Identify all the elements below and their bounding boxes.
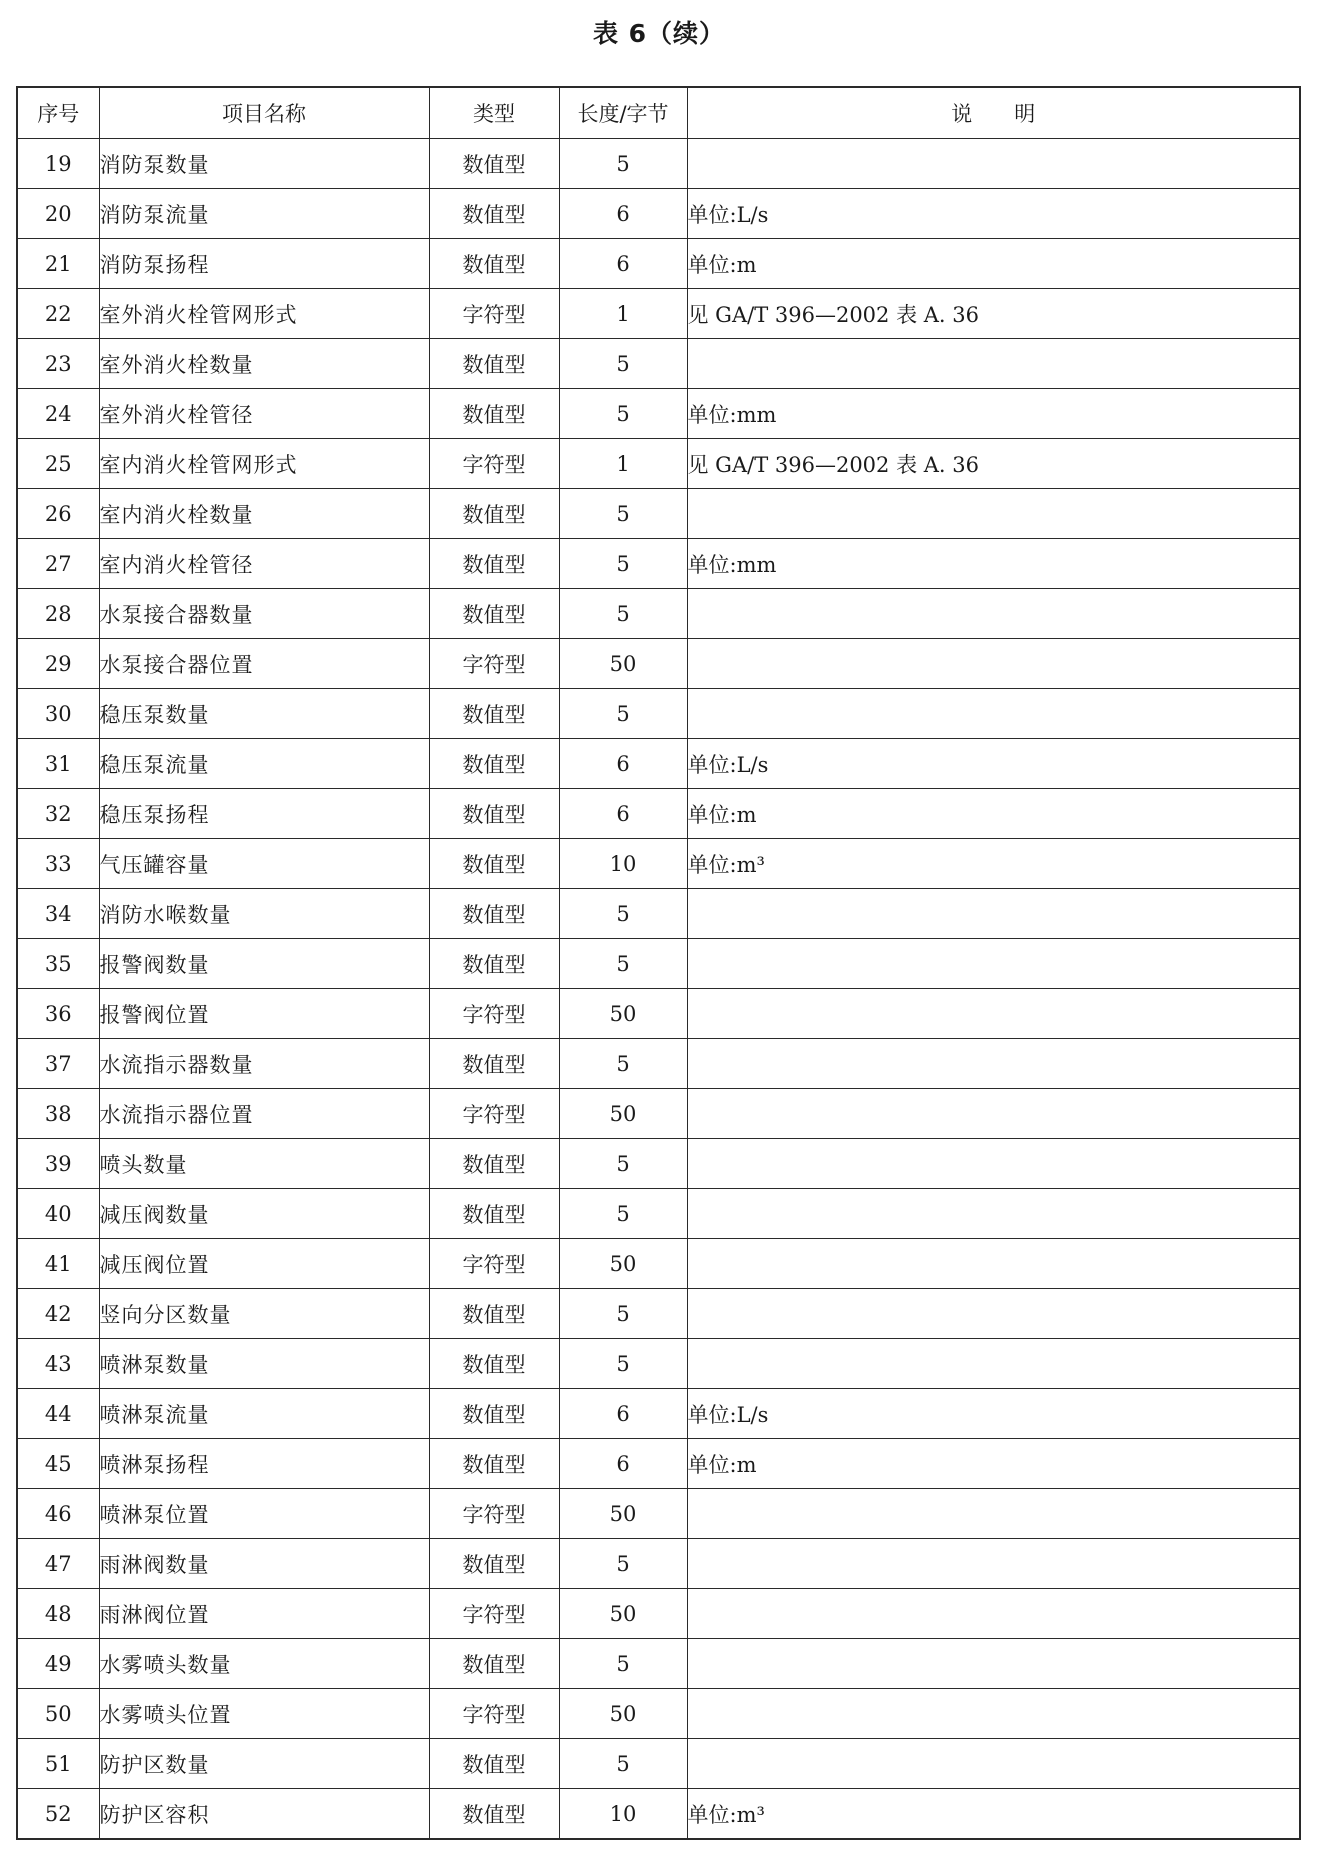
header-no: 序号 (17, 87, 99, 139)
length-cell: 6 (559, 789, 687, 839)
data-type-cell: 数值型 (429, 1189, 559, 1239)
row-number-cell: 42 (17, 1289, 99, 1339)
data-type-cell: 数值型 (429, 389, 559, 439)
length-cell: 5 (559, 589, 687, 639)
note-cell (687, 939, 1300, 989)
header-name: 项目名称 (99, 87, 429, 139)
note-cell: 单位:m³ (687, 839, 1300, 889)
note-cell (687, 1689, 1300, 1739)
note-cell: 见 GA/T 396—2002 表 A. 36 (687, 439, 1300, 489)
data-type-cell: 字符型 (429, 989, 559, 1039)
length-cell: 50 (559, 1089, 687, 1139)
table-row (17, 1589, 1300, 1639)
item-name-cell: 室外消火栓管网形式 (99, 289, 429, 339)
note-cell (687, 1339, 1300, 1389)
data-type-cell: 数值型 (429, 789, 559, 839)
data-type-cell: 数值型 (429, 489, 559, 539)
length-cell: 5 (559, 889, 687, 939)
row-number-cell: 25 (17, 439, 99, 489)
table-row (17, 1339, 1300, 1389)
item-name-cell: 减压阀位置 (99, 1239, 429, 1289)
note-cell (687, 1039, 1300, 1089)
table-row (17, 1139, 1300, 1189)
note-cell (687, 139, 1300, 189)
item-name-cell: 水雾喷头数量 (99, 1639, 429, 1689)
length-cell: 5 (559, 539, 687, 589)
note-cell: 单位:m (687, 789, 1300, 839)
row-number-cell: 32 (17, 789, 99, 839)
note-cell (687, 1289, 1300, 1339)
length-cell: 5 (559, 489, 687, 539)
note-cell (687, 489, 1300, 539)
length-cell: 50 (559, 989, 687, 1039)
item-name-cell: 报警阀数量 (99, 939, 429, 989)
data-type-cell: 数值型 (429, 1289, 559, 1339)
row-number-cell: 46 (17, 1489, 99, 1539)
item-name-cell: 消防泵数量 (99, 139, 429, 189)
item-name-cell: 喷淋泵位置 (99, 1489, 429, 1539)
data-type-cell: 数值型 (429, 189, 559, 239)
item-name-cell: 喷淋泵数量 (99, 1339, 429, 1389)
note-cell (687, 1589, 1300, 1639)
item-name-cell: 稳压泵流量 (99, 739, 429, 789)
table-row (17, 989, 1300, 1039)
data-type-cell: 字符型 (429, 1089, 559, 1139)
length-cell: 6 (559, 739, 687, 789)
item-name-cell: 防护区数量 (99, 1739, 429, 1789)
length-cell: 50 (559, 1689, 687, 1739)
item-name-cell: 水泵接合器位置 (99, 639, 429, 689)
data-type-cell: 数值型 (429, 939, 559, 989)
row-number-cell: 23 (17, 339, 99, 389)
note-cell (687, 1139, 1300, 1189)
table-row (17, 439, 1300, 489)
row-number-cell: 52 (17, 1789, 99, 1840)
length-cell: 10 (559, 1789, 687, 1840)
row-number-cell: 33 (17, 839, 99, 889)
row-number-cell: 35 (17, 939, 99, 989)
data-type-cell: 字符型 (429, 289, 559, 339)
row-number-cell: 34 (17, 889, 99, 939)
length-cell: 6 (559, 1389, 687, 1439)
table-row (17, 639, 1300, 689)
length-cell: 5 (559, 139, 687, 189)
length-cell: 1 (559, 289, 687, 339)
table-row (17, 789, 1300, 839)
length-cell: 50 (559, 1589, 687, 1639)
length-cell: 6 (559, 189, 687, 239)
item-name-cell: 室内消火栓管网形式 (99, 439, 429, 489)
table-row (17, 389, 1300, 439)
data-type-cell: 字符型 (429, 1239, 559, 1289)
data-type-cell: 数值型 (429, 1039, 559, 1089)
row-number-cell: 48 (17, 1589, 99, 1639)
note-cell (687, 589, 1300, 639)
note-cell (687, 1239, 1300, 1289)
length-cell: 5 (559, 1189, 687, 1239)
row-number-cell: 19 (17, 139, 99, 189)
note-cell: 单位:m (687, 1439, 1300, 1489)
item-name-cell: 气压罐容量 (99, 839, 429, 889)
data-type-cell: 数值型 (429, 1389, 559, 1439)
row-number-cell: 41 (17, 1239, 99, 1289)
table-row (17, 1489, 1300, 1539)
item-name-cell: 水流指示器数量 (99, 1039, 429, 1089)
row-number-cell: 50 (17, 1689, 99, 1739)
length-cell: 6 (559, 1439, 687, 1489)
table-row (17, 189, 1300, 239)
row-number-cell: 21 (17, 239, 99, 289)
data-type-cell: 数值型 (429, 739, 559, 789)
note-cell (687, 1539, 1300, 1589)
data-type-cell: 数值型 (429, 1539, 559, 1589)
table-row (17, 339, 1300, 389)
data-type-cell: 数值型 (429, 589, 559, 639)
table-row (17, 1789, 1300, 1840)
table-body (17, 139, 1300, 1840)
note-cell: 单位:L/s (687, 189, 1300, 239)
note-cell (687, 689, 1300, 739)
note-cell: 单位:L/s (687, 739, 1300, 789)
item-name-cell: 水雾喷头位置 (99, 1689, 429, 1739)
item-name-cell: 消防水喉数量 (99, 889, 429, 939)
length-cell: 1 (559, 439, 687, 489)
row-number-cell: 36 (17, 989, 99, 1039)
note-cell: 单位:mm (687, 389, 1300, 439)
note-cell (687, 1739, 1300, 1789)
row-number-cell: 39 (17, 1139, 99, 1189)
table-row (17, 239, 1300, 289)
note-cell (687, 1489, 1300, 1539)
length-cell: 5 (559, 389, 687, 439)
length-cell: 5 (559, 1289, 687, 1339)
length-cell: 5 (559, 1039, 687, 1089)
row-number-cell: 45 (17, 1439, 99, 1489)
table-row (17, 289, 1300, 339)
item-name-cell: 雨淋阀位置 (99, 1589, 429, 1639)
row-number-cell: 51 (17, 1739, 99, 1789)
table-row (17, 689, 1300, 739)
item-name-cell: 稳压泵扬程 (99, 789, 429, 839)
page-title: 表 6（续） (592, 19, 726, 48)
row-number-cell: 22 (17, 289, 99, 339)
data-type-cell: 数值型 (429, 239, 559, 289)
data-type-cell: 数值型 (429, 1639, 559, 1689)
table-row (17, 739, 1300, 789)
data-type-cell: 数值型 (429, 539, 559, 589)
table-row (17, 1039, 1300, 1089)
note-cell: 单位:m (687, 239, 1300, 289)
data-type-cell: 字符型 (429, 1589, 559, 1639)
data-type-cell: 数值型 (429, 1339, 559, 1389)
row-number-cell: 37 (17, 1039, 99, 1089)
item-name-cell: 稳压泵数量 (99, 689, 429, 739)
note-cell: 单位:mm (687, 539, 1300, 589)
note-cell (687, 889, 1300, 939)
table-row (17, 1739, 1300, 1789)
table-header-row (17, 87, 1300, 139)
item-name-cell: 喷淋泵扬程 (99, 1439, 429, 1489)
row-number-cell: 49 (17, 1639, 99, 1689)
item-name-cell: 室内消火栓数量 (99, 489, 429, 539)
item-name-cell: 水流指示器位置 (99, 1089, 429, 1139)
table-row (17, 1239, 1300, 1289)
item-name-cell: 室内消火栓管径 (99, 539, 429, 589)
data-type-cell: 数值型 (429, 139, 559, 189)
note-cell: 见 GA/T 396—2002 表 A. 36 (687, 289, 1300, 339)
item-name-cell: 水泵接合器数量 (99, 589, 429, 639)
length-cell: 10 (559, 839, 687, 889)
data-type-cell: 字符型 (429, 639, 559, 689)
table-row (17, 139, 1300, 189)
row-number-cell: 31 (17, 739, 99, 789)
length-cell: 50 (559, 1239, 687, 1289)
data-type-cell: 数值型 (429, 1739, 559, 1789)
data-type-cell: 字符型 (429, 1489, 559, 1539)
length-cell: 5 (559, 1339, 687, 1389)
item-name-cell: 报警阀位置 (99, 989, 429, 1039)
row-number-cell: 47 (17, 1539, 99, 1589)
item-name-cell: 室外消火栓管径 (99, 389, 429, 439)
item-name-cell: 喷淋泵流量 (99, 1389, 429, 1439)
table-row (17, 1289, 1300, 1339)
length-cell: 5 (559, 689, 687, 739)
length-cell: 5 (559, 939, 687, 989)
table-row (17, 589, 1300, 639)
row-number-cell: 43 (17, 1339, 99, 1389)
table-row (17, 1189, 1300, 1239)
header-type: 类型 (429, 87, 559, 139)
row-number-cell: 27 (17, 539, 99, 589)
data-type-cell: 数值型 (429, 689, 559, 739)
table-row (17, 1089, 1300, 1139)
length-cell: 5 (559, 1639, 687, 1689)
note-cell (687, 639, 1300, 689)
item-name-cell: 消防泵扬程 (99, 239, 429, 289)
table-row (17, 839, 1300, 889)
data-type-cell: 字符型 (429, 1689, 559, 1739)
item-name-cell: 竖向分区数量 (99, 1289, 429, 1339)
item-name-cell: 喷头数量 (99, 1139, 429, 1189)
row-number-cell: 20 (17, 189, 99, 239)
length-cell: 5 (559, 1139, 687, 1189)
data-type-cell: 数值型 (429, 889, 559, 939)
data-type-cell: 数值型 (429, 1439, 559, 1489)
table-row (17, 889, 1300, 939)
length-cell: 5 (559, 1539, 687, 1589)
row-number-cell: 28 (17, 589, 99, 639)
length-cell: 5 (559, 1739, 687, 1789)
row-number-cell: 30 (17, 689, 99, 739)
note-cell (687, 1089, 1300, 1139)
header-length: 长度/字节 (559, 87, 687, 139)
row-number-cell: 24 (17, 389, 99, 439)
item-name-cell: 减压阀数量 (99, 1189, 429, 1239)
table-row (17, 1639, 1300, 1689)
row-number-cell: 26 (17, 489, 99, 539)
note-cell (687, 989, 1300, 1039)
note-cell (687, 1639, 1300, 1689)
data-type-cell: 数值型 (429, 839, 559, 889)
note-cell (687, 1189, 1300, 1239)
row-number-cell: 44 (17, 1389, 99, 1439)
data-type-cell: 字符型 (429, 439, 559, 489)
table-row (17, 1539, 1300, 1589)
item-name-cell: 防护区容积 (99, 1789, 429, 1840)
row-number-cell: 40 (17, 1189, 99, 1239)
table-row (17, 1439, 1300, 1489)
field-definition-table (16, 86, 1301, 1840)
table-row (17, 539, 1300, 589)
data-type-cell: 数值型 (429, 1139, 559, 1189)
header-note: 说 明 (687, 87, 1300, 139)
note-cell: 单位:m³ (687, 1789, 1300, 1840)
length-cell: 50 (559, 1489, 687, 1539)
length-cell: 6 (559, 239, 687, 289)
note-cell: 单位:L/s (687, 1389, 1300, 1439)
length-cell: 5 (559, 339, 687, 389)
data-type-cell: 数值型 (429, 339, 559, 389)
table-row (17, 1389, 1300, 1439)
data-type-cell: 数值型 (429, 1789, 559, 1840)
row-number-cell: 38 (17, 1089, 99, 1139)
item-name-cell: 雨淋阀数量 (99, 1539, 429, 1589)
item-name-cell: 室外消火栓数量 (99, 339, 429, 389)
length-cell: 50 (559, 639, 687, 689)
item-name-cell: 消防泵流量 (99, 189, 429, 239)
row-number-cell: 29 (17, 639, 99, 689)
table-row (17, 489, 1300, 539)
note-cell (687, 339, 1300, 389)
table-row (17, 1689, 1300, 1739)
table-row (17, 939, 1300, 989)
